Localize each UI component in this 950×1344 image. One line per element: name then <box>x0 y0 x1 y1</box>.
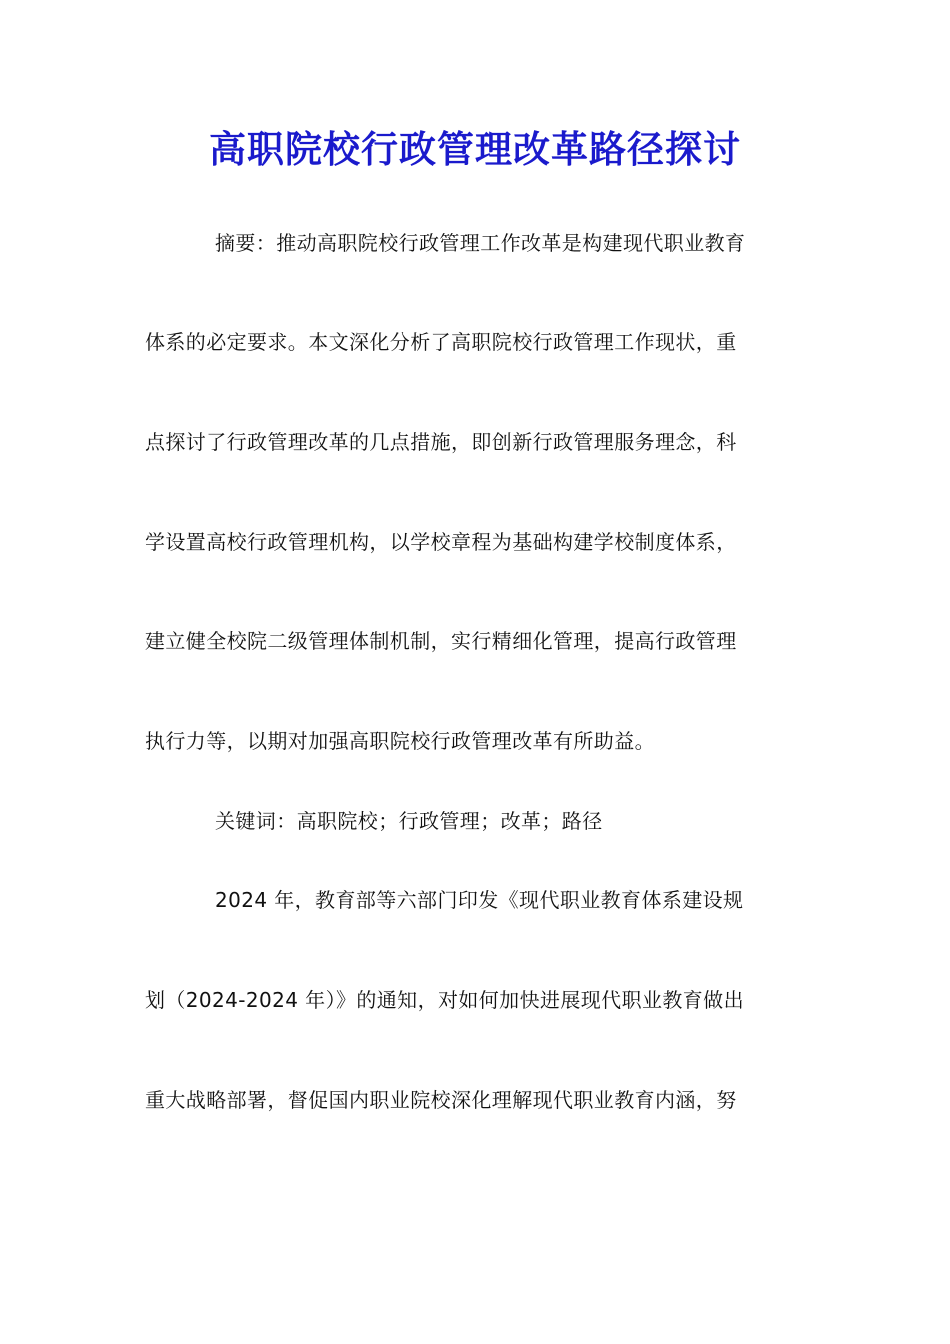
abstract-line-5: 建立健全校院二级管理体制机制，实行精细化管理，提高行政管理 <box>145 629 737 653</box>
abstract-line-1: 摘要：推动高职院校行政管理工作改革是构建现代职业教育 <box>215 231 746 255</box>
keywords-line: 关键词：高职院校；行政管理；改革；路径 <box>215 809 603 833</box>
abstract-line-2: 体系的必定要求。本文深化分析了高职院校行政管理工作现状，重 <box>145 330 737 354</box>
document-title: 高职院校行政管理改革路径探讨 <box>209 127 741 171</box>
body-line-1: 2024 年，教育部等六部门印发《现代职业教育体系建设规 <box>215 888 744 912</box>
abstract-line-3: 点探讨了行政管理改革的几点措施，即创新行政管理服务理念，科 <box>145 430 737 454</box>
body-line-3: 重大战略部署，督促国内职业院校深化理解现代职业教育内涵，努 <box>145 1088 737 1112</box>
abstract-line-4: 学设置高校行政管理机构，以学校章程为基础构建学校制度体系， <box>145 530 737 554</box>
abstract-line-6: 执行力等，以期对加强高职院校行政管理改革有所助益。 <box>145 729 655 753</box>
body-line-2: 划（2024-2024 年）》的通知，对如何加快进展现代职业教育做出 <box>145 988 744 1012</box>
